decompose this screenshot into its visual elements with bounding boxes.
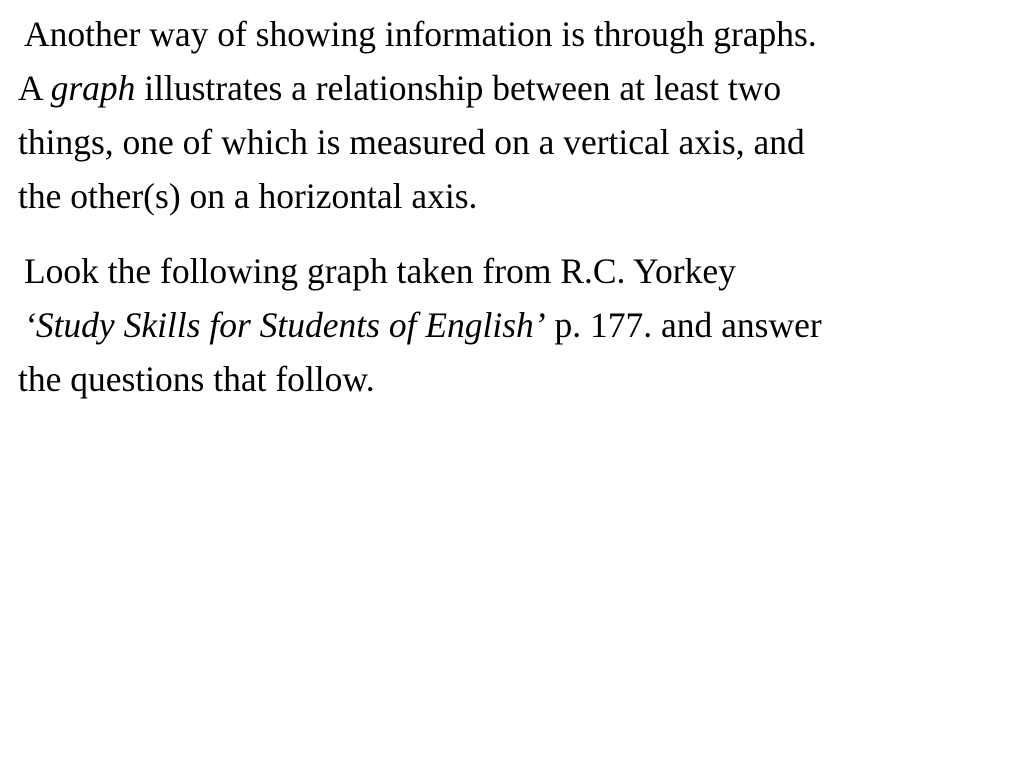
intro-line-2	[18, 61, 1018, 115]
intro-line-2-end: illustrates a relationship between at least two	[135, 68, 782, 108]
intro-line-3: things, one of which is measured on a vertical axis, and	[18, 122, 805, 162]
instruction-paragraph	[18, 244, 1018, 406]
intro-paragraph	[18, 7, 1018, 223]
intro-line-4: the other(s) on a horizontal axis.	[18, 176, 478, 216]
intro-line-2-start: A	[18, 68, 51, 108]
instruction-line-3: the questions that follow.	[18, 359, 375, 399]
instruction-line-2-end: p. 177. and answer	[545, 305, 822, 345]
book-title: ‘Study Skills for Students of English’	[24, 305, 546, 345]
instruction-line-2	[18, 298, 1018, 352]
graph-term: graph	[50, 68, 136, 108]
instruction-line-1: Look the following graph taken from R.C. Yorkey	[24, 251, 736, 291]
intro-line-1: Another way of showing information is through graphs.	[24, 14, 817, 54]
